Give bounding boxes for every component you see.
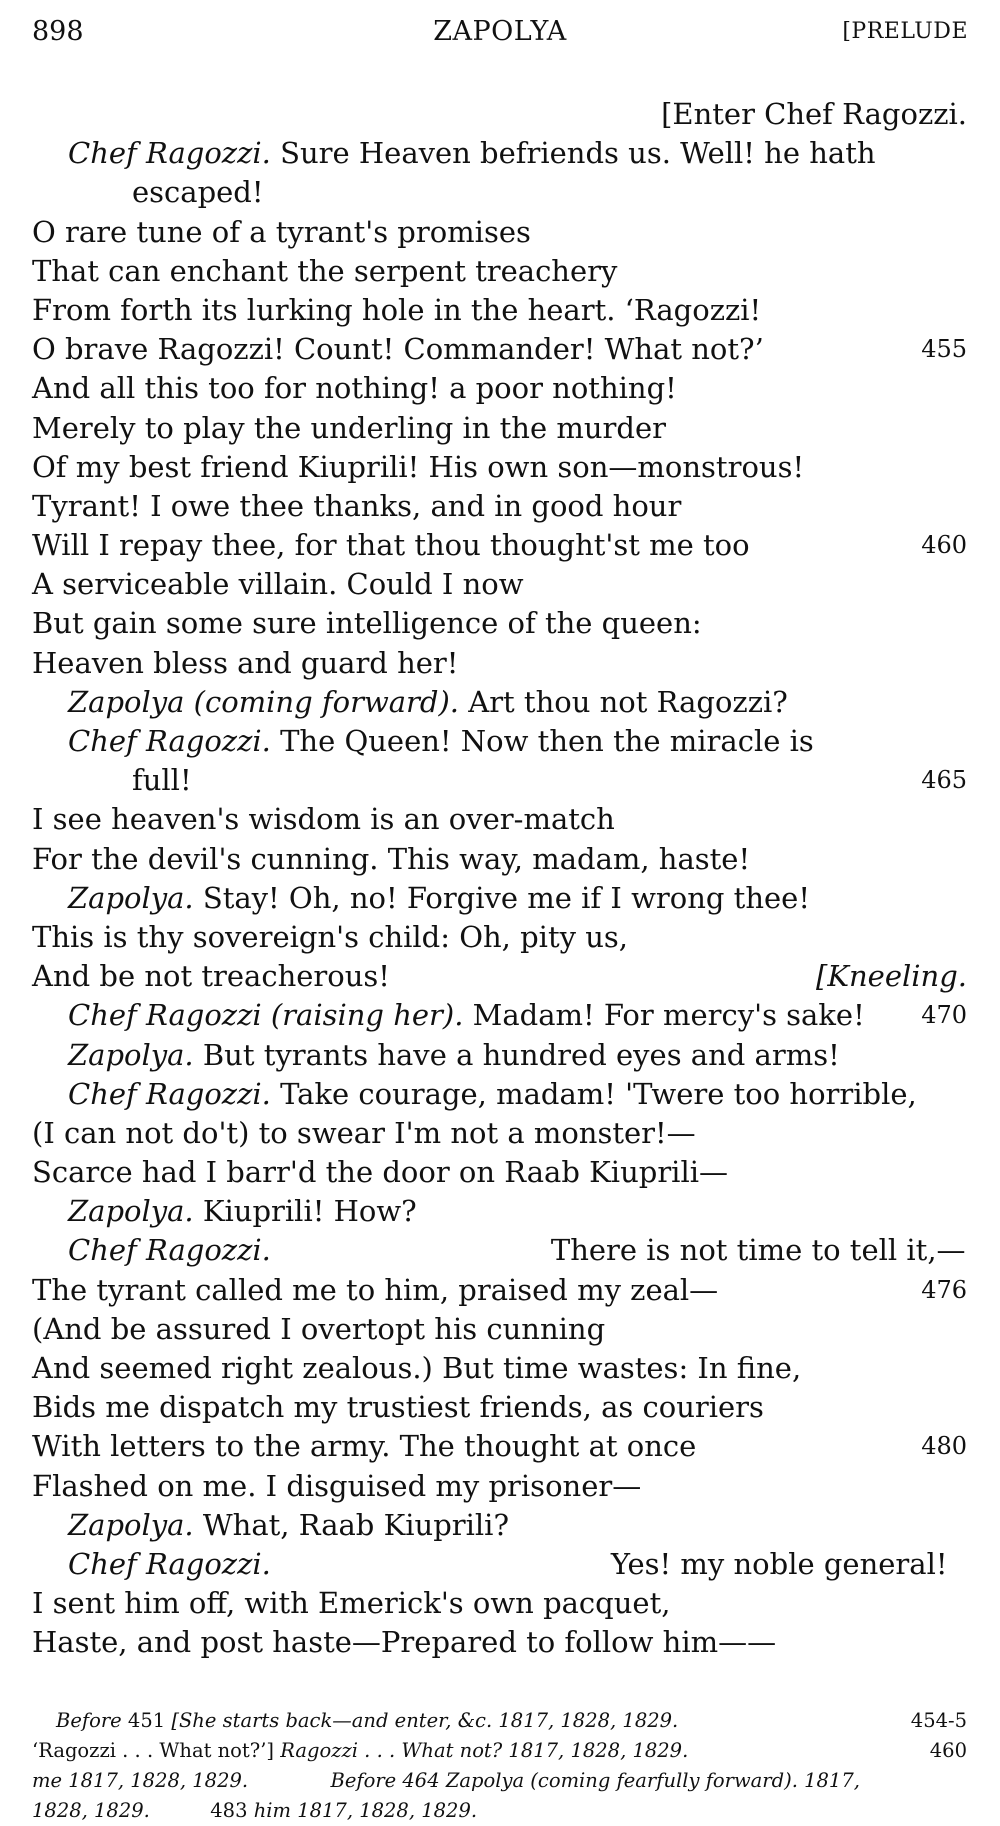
verse-line <box>32 173 967 212</box>
verse-text: The Queen! Now then the miracle is <box>280 724 814 758</box>
speech-line <box>32 1506 967 1545</box>
speaker: Chef Ragozzi. <box>68 1076 271 1111</box>
verse-line <box>32 1271 967 1310</box>
textual-notes <box>32 1706 967 1826</box>
verse-text: Madam! For mercy's sake! <box>472 998 865 1033</box>
verse-line <box>32 1584 967 1623</box>
note-text: me 1817, 1828, 1829. <box>32 1769 249 1792</box>
verse-text: Flashed on me. I disguised my prisoner— <box>32 1468 642 1503</box>
speech-line <box>32 1545 967 1584</box>
verse-text: Of my best friend Kiuprili! His own son—monstrous! <box>32 449 805 484</box>
note-text: ‘Ragozzi . . . What not?’] <box>32 1739 275 1762</box>
verse-line <box>32 213 967 252</box>
play-text <box>32 95 967 1663</box>
stage-direction: (coming forward). <box>193 684 460 719</box>
speech-line <box>32 1192 967 1231</box>
verse-text: Will I repay thee, for that thou thought'st me too <box>32 528 750 563</box>
speaker: Chef Ragozzi. <box>68 1546 271 1581</box>
stage-direction-line <box>32 95 967 134</box>
verse-text: And seemed right zealous.) But time wastes: In fine, <box>32 1351 802 1385</box>
section-label: [PRELUDE <box>842 19 968 44</box>
verse-text: Kiuprili! How? <box>202 1194 417 1229</box>
stage-direction: [Enter Chef Ragozzi. <box>661 97 967 131</box>
speaker: Zapolya <box>68 684 185 719</box>
verse-text: But gain some sure intelligence of the queen: <box>32 606 702 641</box>
verse-text: From forth its lurking hole in the heart. ‘Ragozzi! <box>32 292 762 327</box>
running-title: ZAPOLYA <box>433 16 567 47</box>
verse-line <box>32 330 967 369</box>
speech-line <box>32 1036 967 1075</box>
verse-text: O rare tune of a tyrant's promises <box>32 214 531 249</box>
verse-text: Merely to play the underling in the murder <box>32 410 666 445</box>
verse-text: Heaven bless and guard her! <box>32 645 459 680</box>
line-number: 455 <box>921 335 967 364</box>
running-header <box>32 16 968 60</box>
verse-line <box>32 1427 967 1466</box>
speaker: Chef Ragozzi. <box>68 1233 271 1268</box>
speech-line <box>32 879 967 918</box>
verse-text: escaped! <box>132 175 264 210</box>
speaker: Zapolya. <box>68 880 194 915</box>
verse-line <box>32 800 967 839</box>
verse-text: Art thou not Ragozzi? <box>468 684 788 719</box>
verse-line <box>32 644 967 683</box>
note-line <box>32 1796 967 1826</box>
note-line <box>32 1736 967 1766</box>
speech-line <box>32 722 967 761</box>
verse-text: (I can not do't) to swear I'm not a monster!— <box>32 1115 696 1150</box>
verse-line <box>32 918 967 957</box>
verse-line <box>32 526 967 565</box>
verse-line <box>32 1349 967 1388</box>
stage-direction: [Kneeling. <box>816 959 967 994</box>
line-number: 480 <box>921 1432 967 1461</box>
speech-line <box>32 1231 967 1270</box>
speech-line <box>32 1075 967 1114</box>
verse-text: Haste, and post haste—Prepared to follow him—— <box>32 1625 777 1660</box>
line-number: 460 <box>921 531 967 560</box>
verse-line <box>32 448 967 487</box>
verse-line <box>32 1153 967 1192</box>
verse-text: This is thy sovereign's child: Oh, pity us, <box>32 919 628 954</box>
speaker: Chef Ragozzi. <box>68 136 271 171</box>
verse-text: What, Raab Kiuprili? <box>202 1507 510 1542</box>
verse-text: Yes! my noble general! <box>610 1546 948 1581</box>
speaker: Zapolya. <box>68 1037 194 1072</box>
note-ref: 451 <box>127 1709 166 1732</box>
verse-line <box>32 761 967 800</box>
speech-line <box>32 134 967 173</box>
verse-line <box>32 1623 967 1662</box>
verse-text: (And be assured I overtopt his cunning <box>32 1311 606 1346</box>
verse-line <box>32 565 967 604</box>
verse-text: The tyrant called me to him, praised my zeal— <box>32 1272 719 1307</box>
verse-text: For the devil's cunning. This way, madam, haste! <box>32 841 751 876</box>
verse-text: With letters to the army. The thought at once <box>32 1429 697 1464</box>
line-number: 465 <box>921 766 967 795</box>
note-text: Zapolya (coming fearfully forward). 1817, <box>445 1769 860 1792</box>
verse-text: But tyrants have a hundred eyes and arms! <box>202 1037 840 1072</box>
verse-text: And be not treacherous! <box>32 959 390 994</box>
verse-line <box>32 957 967 996</box>
verse-line <box>32 604 967 643</box>
verse-line <box>32 840 967 879</box>
verse-text: That can enchant the serpent treachery <box>32 253 618 288</box>
speaker: Chef Ragozzi <box>68 998 262 1033</box>
verse-text: Sure Heaven befriends us. Well! he hath <box>280 136 876 171</box>
note-text: 1828, 1829. <box>32 1799 150 1822</box>
stage-direction: (raising her). <box>270 998 464 1033</box>
speaker: Zapolya. <box>68 1194 194 1229</box>
note-text: [She starts back—and enter, &c. 1817, 1828, 1829. <box>171 1709 679 1732</box>
speaker: Zapolya. <box>68 1507 194 1542</box>
note-ref: Before 464 <box>330 1769 440 1792</box>
verse-text: Stay! Oh, no! Forgive me if I wrong thee! <box>202 880 810 915</box>
line-number: 470 <box>921 1001 967 1030</box>
verse-line <box>32 291 967 330</box>
note-line-ref: 460 <box>929 1739 967 1762</box>
verse-text: Scarce had I barr'd the door on Raab Kiuprili— <box>32 1155 728 1190</box>
speech-line <box>32 996 967 1035</box>
note-line <box>32 1766 967 1796</box>
note-text: Before <box>56 1709 122 1732</box>
verse-text: And all this too for nothing! a poor nothing! <box>32 371 677 406</box>
speech-line <box>32 683 967 722</box>
verse-text: full! <box>132 763 192 798</box>
verse-line <box>32 1310 967 1349</box>
speaker: Chef Ragozzi. <box>68 724 271 758</box>
verse-text: There is not time to tell it,— <box>550 1233 966 1268</box>
verse-text: O brave Ragozzi! Count! Commander! What not?’ <box>32 332 764 367</box>
verse-line <box>32 1114 967 1153</box>
verse-line <box>32 252 967 291</box>
verse-line <box>32 487 967 526</box>
line-number: 476 <box>921 1275 967 1304</box>
verse-text: Bids me dispatch my trustiest friends, as couriers <box>32 1390 764 1425</box>
verse-line <box>32 1467 967 1506</box>
verse-text: A serviceable villain. Could I now <box>32 567 524 602</box>
note-line-ref: 454-5 <box>910 1709 967 1732</box>
note-text: him 1817, 1828, 1829. <box>253 1799 478 1822</box>
note-line <box>32 1706 967 1736</box>
verse-line <box>32 1388 967 1427</box>
note-text: Ragozzi . . . What not? 1817, 1828, 1829. <box>280 1739 689 1762</box>
verse-text: I see heaven's wisdom is an over-match <box>32 802 615 837</box>
verse-text: I sent him off, with Emerick's own pacquet, <box>32 1586 671 1621</box>
page-number: 898 <box>32 16 84 47</box>
verse-line <box>32 369 967 408</box>
verse-text: Tyrant! I owe thee thanks, and in good hour <box>32 488 682 523</box>
verse-line <box>32 409 967 448</box>
verse-text: Take courage, madam! 'Twere too horrible, <box>280 1076 917 1111</box>
note-ref: 483 <box>210 1799 248 1822</box>
